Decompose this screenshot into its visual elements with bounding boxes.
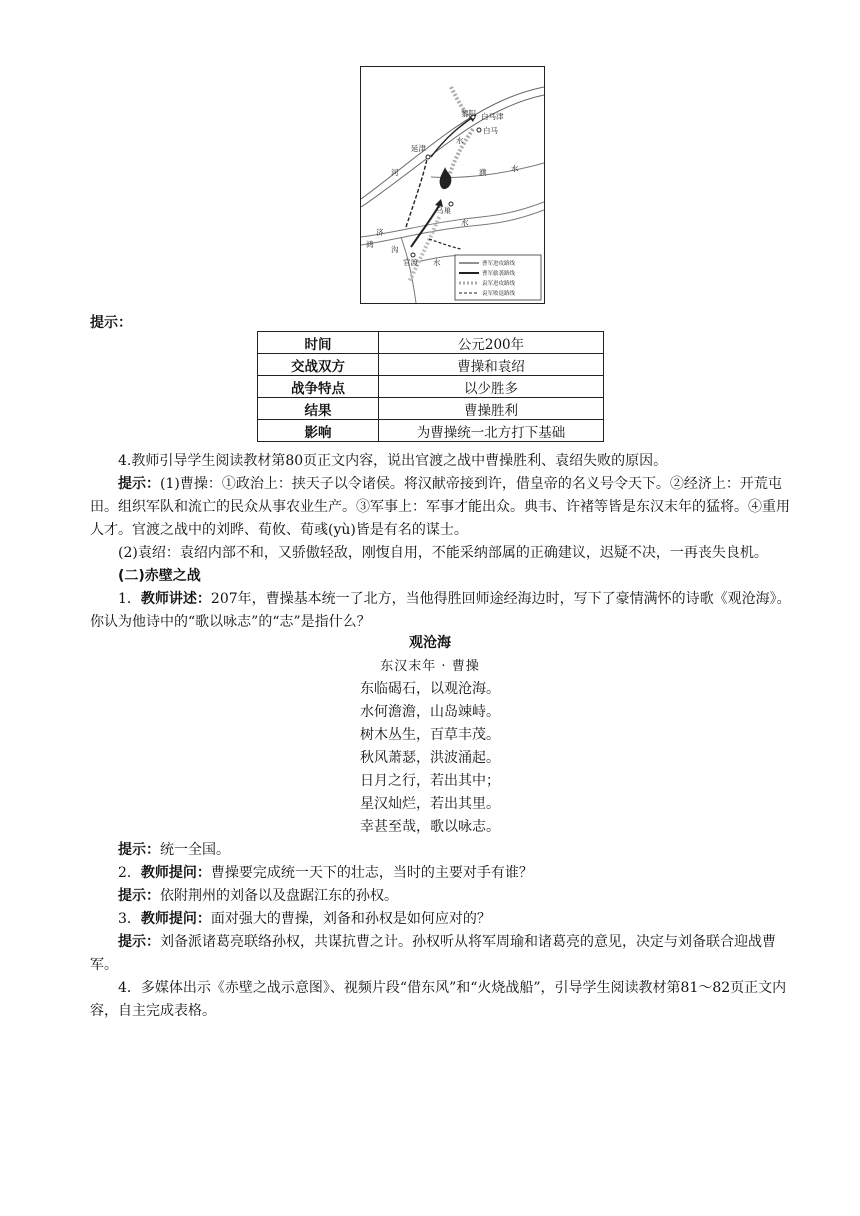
question-2-label: 教师提问：: [140, 865, 211, 881]
table-value: 为曹操统一北方打下基础: [379, 420, 604, 442]
hint-1-yuanshao: (2)袁绍：袁绍内部不和，又骄傲轻敌，刚愎自用，不能采纳部属的正确建议，迟疑不决，一再丧失良机。: [118, 545, 768, 561]
question-2: [90, 862, 800, 885]
question-3-text: 面对强大的曹操，刘备和孙权是如何应对的？: [210, 911, 491, 927]
section-title-chibi: (二)赤壁之战: [118, 568, 201, 584]
river-hong: 鸿: [366, 240, 374, 249]
answer-2-text: 依附荆州的刘备以及盘踞江东的孙权。: [160, 888, 398, 904]
answer-2: [90, 885, 800, 908]
hint-1-label: 提示：: [118, 476, 160, 492]
place-baimajin: 白马津: [481, 112, 504, 121]
question-2-text: 曹操要完成统一天下的壮志，当时的主要对手有谁？: [210, 865, 533, 881]
question-3-num: 3．: [118, 911, 141, 927]
map-svg: [361, 67, 544, 303]
question-2-num: 2．: [118, 865, 141, 881]
table-row: [258, 354, 604, 376]
river-shui-3: 水: [461, 218, 469, 227]
river-gou: 沟: [391, 245, 399, 254]
question-1: [90, 588, 800, 634]
guandu-battle-map: [360, 66, 545, 304]
question-1-num: 1．: [118, 591, 141, 607]
poem-line: 日月之行，若出其中；: [360, 773, 500, 789]
question-3: [90, 908, 800, 931]
answer-1-label: 提示：: [118, 842, 160, 858]
legend-item: 袁军进攻路线: [482, 281, 516, 287]
answer-1-text: 统一全国。: [160, 842, 230, 858]
table-key: 影响: [258, 420, 379, 442]
table-value: 公元200年: [379, 332, 604, 354]
legend-item: 曹军偷袭路线: [482, 271, 516, 277]
table-row: [258, 420, 604, 442]
poem-line: 东临碣石，以观沧海。: [360, 681, 500, 697]
hint-label: 提示：: [90, 315, 132, 331]
answer-3-text: 刘备派诸葛亮联络孙权，共谋抗曹之计。孙权听从将军周瑜和诸葛亮的意见，决定与刘备联合迎战曹军。: [90, 934, 776, 973]
table-value: 曹操和袁绍: [379, 354, 604, 376]
place-wuchao: 乌巢: [436, 206, 451, 215]
table-key: 结果: [258, 398, 379, 420]
legend-item: 袁军败退路线: [482, 291, 516, 297]
answer-2-label: 提示：: [118, 888, 160, 904]
place-baima: 白马: [483, 126, 498, 135]
answer-3: [90, 931, 800, 977]
river-shui-1: 水: [456, 136, 464, 145]
table-row: [258, 376, 604, 398]
place-yanjin: 延津: [411, 144, 426, 153]
table-row: [258, 398, 604, 420]
table-key: 时间: [258, 332, 379, 354]
map-legend: [455, 255, 541, 300]
table-value: 以少胜多: [379, 376, 604, 398]
question-4-chibi: 4．多媒体出示《赤壁之战示意图》、视频片段“借东风”和“火烧战船”，引导学生阅读教材第81～82页正文内容，自主完成表格。: [90, 980, 787, 1019]
answer-3-label: 提示：: [118, 934, 160, 950]
battle-info-table: [257, 331, 604, 442]
question-3-label: 教师提问：: [140, 911, 211, 927]
legend-item: 曹军进攻路线: [482, 261, 516, 267]
table-row: [258, 332, 604, 354]
question-4: 4.教师引导学生阅读教材第80页正文内容，说出官渡之战中曹操胜利、袁绍失败的原因。: [118, 453, 668, 469]
poem-title: 观沧海: [409, 635, 451, 651]
question-1-text: 207年，曹操基本统一了北方，当他得胜回师途经海边时，写下了豪情满怀的诗歌《观沧海》。你认为他诗中的“歌以咏志”的“志”是指什么？: [90, 591, 791, 630]
poem-line: 星汉灿烂，若出其里。: [360, 796, 500, 812]
river-pu: 濮: [479, 168, 487, 177]
poem-line: 水何澹澹，山岛竦峙。: [360, 704, 500, 720]
poem-author: 东汉末年 · 曹操: [380, 659, 480, 674]
river-shui-4: 水: [433, 258, 441, 267]
place-liyang: 黎阳: [461, 109, 476, 118]
hint-1-text: (1)曹操：①政治上：挟天子以令诸侯。将汉献帝接到许，借皇帝的名义号令天下。②经济上：开荒屯田。组织军队和流亡的民众从事农业生产。③军事上：军事才能出众。典韦、许褚等皆是东汉末年的猛将。④重用人才。官渡之战中的刘晔、荀攸、荀彧(yù)皆是有名的谋士。: [90, 476, 790, 538]
poem-line: 幸甚至哉，歌以咏志。: [360, 819, 500, 835]
poem-line: 树木丛生，百草丰茂。: [360, 727, 500, 743]
answer-1: [90, 839, 800, 862]
table-value: 曹操胜利: [379, 398, 604, 420]
river-he: 河: [391, 168, 399, 177]
place-guandu: 官渡: [403, 258, 418, 267]
river-shui-2: 水: [511, 164, 519, 173]
hint-1: [90, 473, 800, 542]
poem-line: 秋风萧瑟，洪波涌起。: [360, 750, 500, 766]
question-1-label: 教师讲述：: [140, 591, 211, 607]
table-key: 战争特点: [258, 376, 379, 398]
river-ji: 济: [376, 228, 384, 237]
table-key: 交战双方: [258, 354, 379, 376]
